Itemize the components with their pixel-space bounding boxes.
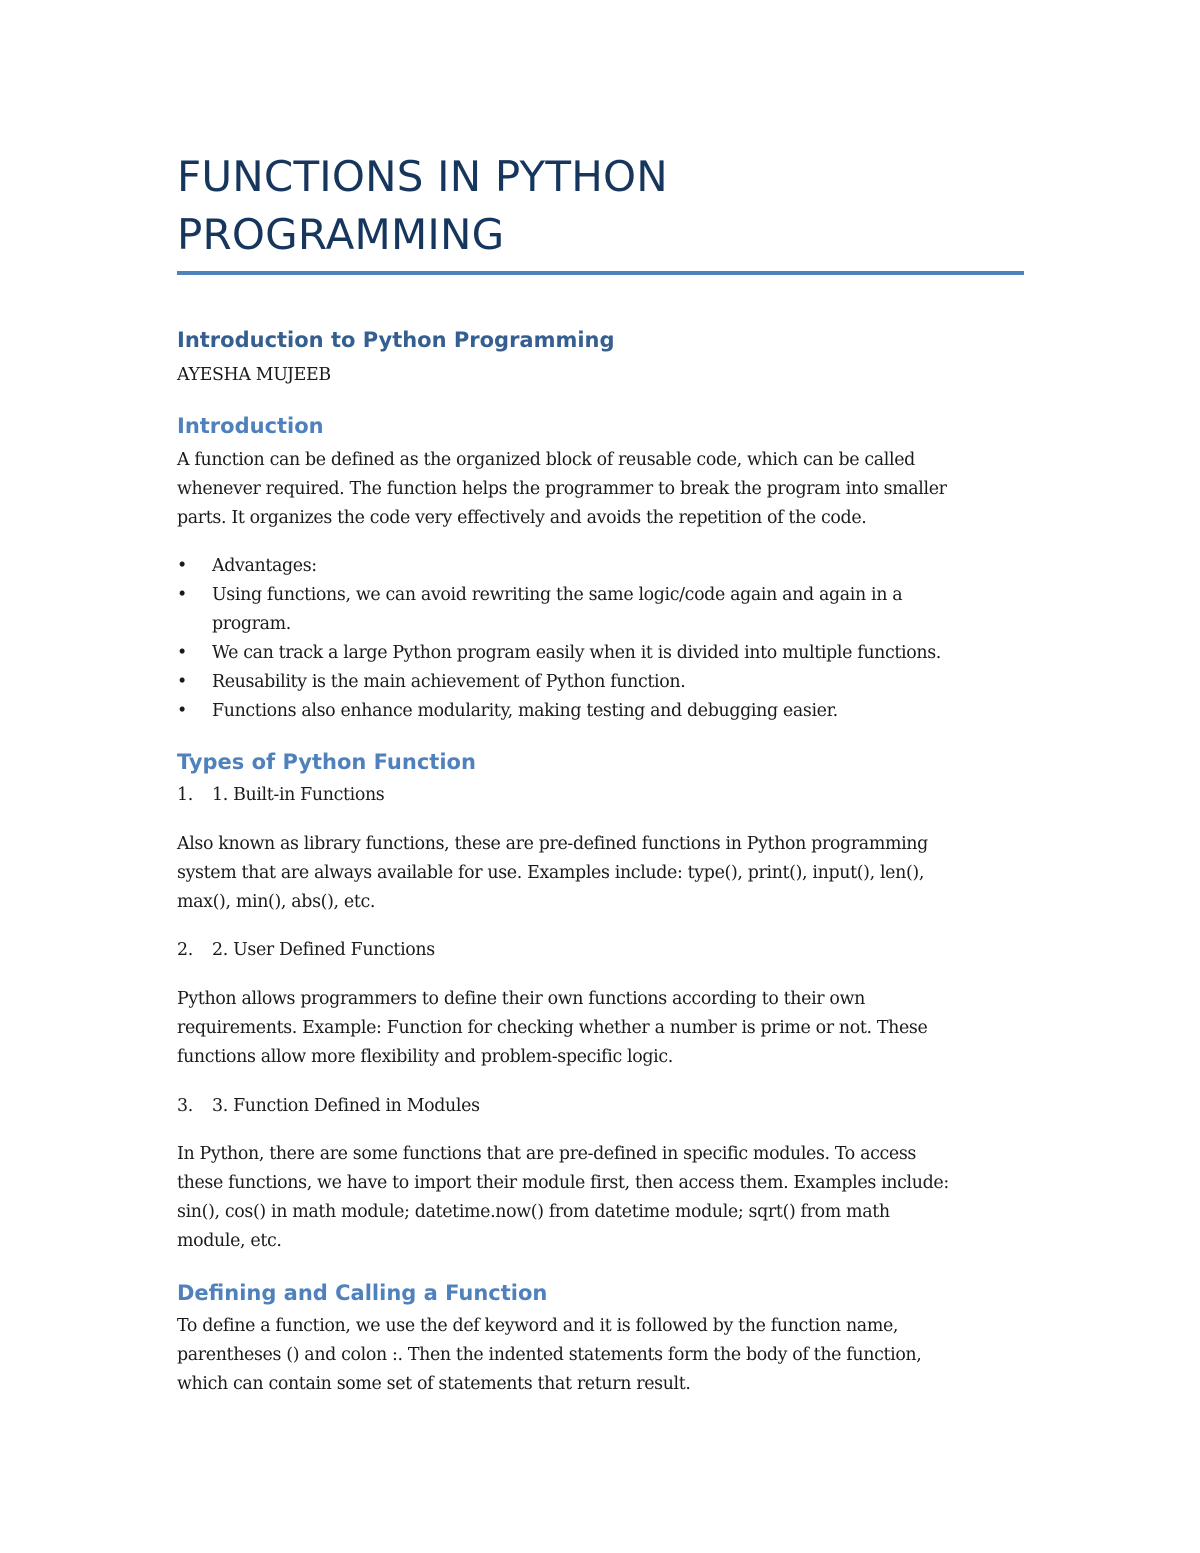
list-item: • Using functions, we can avoid rewriting the same logic/code again and again in a [177, 581, 941, 610]
numbered-item-modules [177, 1092, 480, 1121]
title-line-1: FUNCTIONS IN PYTHON [177, 152, 668, 201]
advantages-list [177, 552, 941, 726]
defining-paragraph: To define a function, we use the def keyword and it is followed by the function name, parentheses () and colon :. Then the indented statements form the body of the function, which can contain some set of statements that return result. [177, 1316, 922, 1394]
introduction-paragraph [177, 446, 1025, 533]
bullet-icon: • [177, 585, 187, 605]
title-line-2: PROGRAMMING [177, 210, 505, 259]
intro-line: A function can be defined as the organized block of reusable code, which can be called [177, 450, 915, 470]
bullet-icon: • [177, 672, 187, 692]
types-heading: Types of Python Function [177, 750, 476, 774]
user-defined-paragraph: Python allows programmers to define their own functions according to their own requirements. Example: Function for checking whether a number is prime or not. These functions allow more flexibility and problem-specific logic. [177, 989, 928, 1067]
bullet-icon: • [177, 556, 187, 576]
intro-line: parts. It organizes the code very effectively and avoids the repetition of the code. [177, 508, 867, 528]
bullet-icon: • [177, 701, 187, 721]
document-page [177, 0, 1025, 1553]
list-item: • Functions also enhance modularity, making testing and debugging easier. [177, 697, 941, 726]
item-label: 1. Built-in Functions [212, 785, 385, 805]
list-item: • Advantages: [177, 552, 941, 581]
modules-paragraph: In Python, there are some functions that are pre-defined in specific modules. To access these functions, we have to import their module first, then access them. Examples include: sin(), cos() in math module; datetime.now() from datetime module; sqrt() from math module, etc. [177, 1144, 949, 1251]
item-number: 1. [177, 785, 193, 805]
document-title [177, 148, 1025, 264]
list-item-continuation: program. [212, 614, 291, 634]
title-underline [177, 271, 1024, 275]
builtin-paragraph: Also known as library functions, these are pre-defined functions in Python programming system that are always available for use. Examples include: type(), print(), input(), len(), max(), min(), abs(), etc. [177, 834, 928, 912]
item-number: 3. [177, 1096, 193, 1116]
numbered-item-user-defined [177, 936, 435, 965]
list-item: • Reusability is the main achievement of Python function. [177, 668, 941, 697]
item-label: 3. Function Defined in Modules [212, 1096, 480, 1116]
subtitle-heading: Introduction to Python Programming [177, 328, 615, 352]
intro-line: whenever required. The function helps the programmer to break the program into smaller [177, 479, 947, 499]
numbered-item-builtin [177, 781, 384, 810]
defining-heading: Defining and Calling a Function [177, 1281, 548, 1305]
list-item: • We can track a large Python program easily when it is divided into multiple functions. [177, 639, 941, 668]
author-name: AYESHA MUJEEB [177, 365, 331, 385]
item-number: 2. [177, 940, 193, 960]
introduction-heading: Introduction [177, 414, 324, 438]
bullet-icon: • [177, 643, 187, 663]
item-label: 2. User Defined Functions [212, 940, 435, 960]
